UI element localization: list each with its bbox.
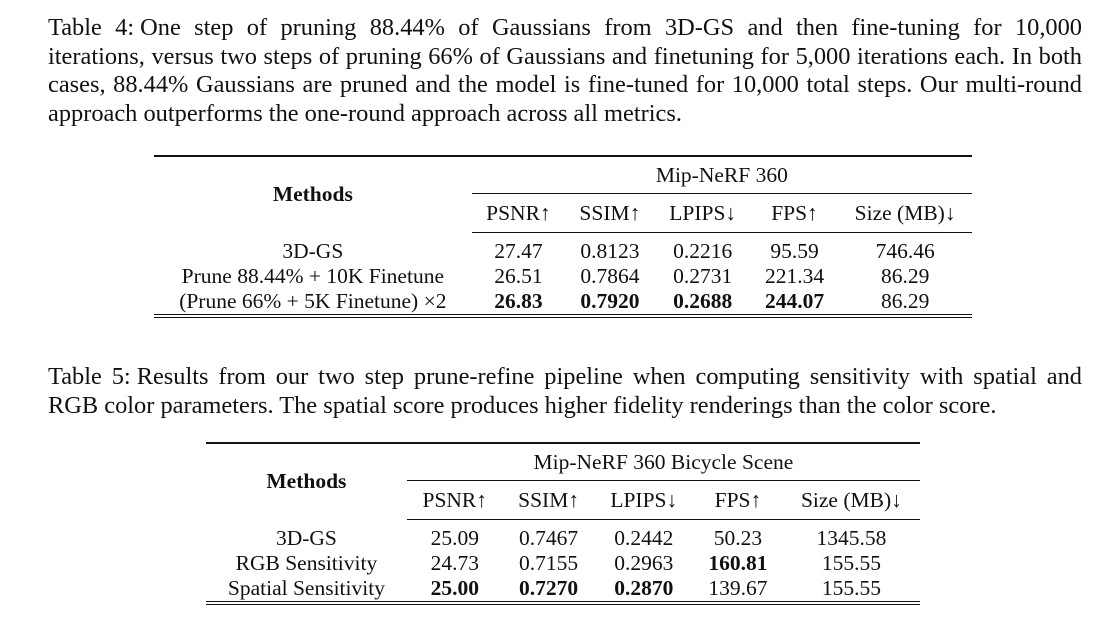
column-header-size: Size (MB)↓ <box>783 481 920 520</box>
column-header-psnr: PSNR↑ <box>472 194 565 233</box>
cell-ssim-best: 0.7920 <box>565 289 655 316</box>
cell-ssim-best: 0.7270 <box>503 576 595 603</box>
column-header-fps: FPS↑ <box>751 194 838 233</box>
dataset-group-header: Mip-NeRF 360 Bicycle Scene <box>407 443 920 481</box>
table-row <box>154 233 972 265</box>
cell-lpips: 0.2963 <box>614 551 674 575</box>
table4-caption-text: One step of pruning 88.44% of Gaussians from 3D-GS and then fine-tuning for 10,000 iterations, versus two steps of pruning 66% of Gaussians and finetuning for 5,000 iterations each. In both cases, 88.44% Gaussians are pruned and the model is fine-tuned for 10,000 total steps. Our multi-round approach outperforms the one-round approach across all metrics. <box>48 14 1082 127</box>
cell-psnr: 26.51 <box>494 264 543 288</box>
row-method: Spatial Sensitivity <box>206 576 407 603</box>
cell-size: 86.29 <box>838 289 972 316</box>
cell-size: 1345.58 <box>816 526 887 550</box>
table-row <box>206 551 920 576</box>
row-method: Prune 88.44% + 10K Finetune <box>181 264 444 288</box>
cell-fps: 221.34 <box>764 264 825 288</box>
table4 <box>154 155 972 318</box>
column-header-ssim: SSIM↑ <box>503 481 595 520</box>
cell-psnr: 27.47 <box>494 239 543 263</box>
cell-psnr-best: 25.00 <box>407 576 503 603</box>
row-method: 3D-GS <box>282 238 344 263</box>
cell-lpips-best: 0.2688 <box>655 289 751 316</box>
cell-psnr-best: 26.83 <box>472 289 565 316</box>
cell-fps-best: 244.07 <box>751 289 838 316</box>
row-method: (Prune 66% + 5K Finetune) ×2 <box>154 289 472 316</box>
table5-caption-label: Table 5: <box>48 363 131 390</box>
table-row <box>206 520 920 552</box>
table5-caption-text: Results from our two step prune-refine pipeline when computing sensitivity with spatial and RGB color parameters. The spatial score produces higher fidelity renderings than the color score. <box>48 363 1082 419</box>
cell-lpips: 0.2731 <box>673 264 733 288</box>
dataset-group-header: Mip-NeRF 360 <box>472 156 972 194</box>
methods-header: Methods <box>154 156 472 233</box>
row-method: RGB Sensitivity <box>235 551 378 575</box>
table-row <box>154 264 972 289</box>
table4-caption-label: Table 4: <box>48 14 135 41</box>
cell-fps: 95.59 <box>770 239 819 263</box>
column-header-psnr: PSNR↑ <box>407 481 503 520</box>
table5 <box>206 442 920 605</box>
cell-lpips: 0.2216 <box>673 239 733 263</box>
cell-ssim: 0.7467 <box>519 526 579 550</box>
methods-header: Methods <box>206 443 407 520</box>
cell-psnr: 25.09 <box>430 526 479 550</box>
cell-ssim: 0.7155 <box>519 551 579 575</box>
column-header-fps: FPS↑ <box>693 481 783 520</box>
column-header-size: Size (MB)↓ <box>838 194 972 233</box>
cell-size: 155.55 <box>783 576 920 603</box>
table4-caption <box>48 14 1082 128</box>
column-header-ssim: SSIM↑ <box>565 194 655 233</box>
cell-size: 155.55 <box>821 551 881 575</box>
cell-fps-best: 160.81 <box>708 551 768 575</box>
column-header-lpips: LPIPS↓ <box>595 481 694 520</box>
table-row <box>206 576 920 603</box>
cell-fps: 139.67 <box>693 576 783 603</box>
cell-lpips-best: 0.2870 <box>595 576 694 603</box>
row-method: 3D-GS <box>275 525 337 550</box>
cell-psnr: 24.73 <box>430 551 479 575</box>
cell-fps: 50.23 <box>713 526 763 550</box>
cell-size: 746.46 <box>875 239 935 263</box>
cell-ssim: 0.7864 <box>580 264 640 288</box>
cell-lpips: 0.2442 <box>614 526 674 550</box>
cell-size: 86.29 <box>880 264 930 288</box>
table5-caption <box>48 363 1082 420</box>
column-header-lpips: LPIPS↓ <box>655 194 751 233</box>
cell-ssim: 0.8123 <box>580 239 640 263</box>
table-row <box>154 289 972 316</box>
